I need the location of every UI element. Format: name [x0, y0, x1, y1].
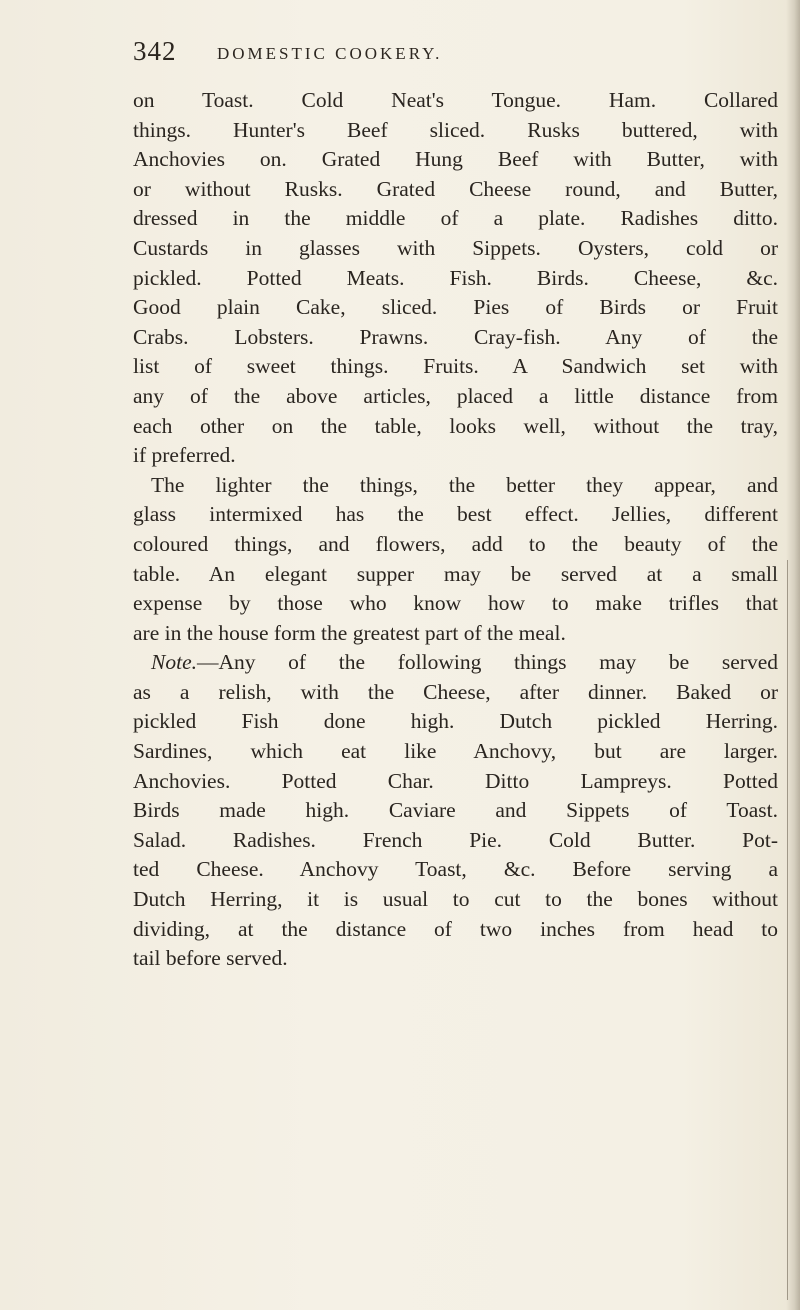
text-line: Sardines, which eat like Anchovy, but are larger.	[133, 739, 778, 764]
body-text	[133, 86, 778, 974]
text-line: The lighter the things, the better they appear, and	[151, 472, 778, 497]
text-line: or without Rusks. Grated Cheese round, and Butter,	[133, 176, 778, 201]
text-line: expense by those who know how to make trifles that	[133, 591, 778, 616]
text-line: Dutch Herring, it is usual to cut to the bones without	[133, 887, 778, 912]
text-line: things. Hunter's Beef sliced. Rusks buttered, with	[133, 117, 778, 142]
text-line: as a relish, with the Cheese, after dinner. Baked or	[133, 679, 778, 704]
text-line: each other on the table, looks well, without the tray,	[133, 413, 778, 438]
text-line: table. An elegant supper may be served at a small	[133, 561, 778, 586]
text-line: Anchovies on. Grated Hung Beef with Butter, with	[133, 147, 778, 172]
note-label: Note.	[151, 650, 197, 675]
text-line: are in the house form the greatest part of the meal.	[133, 620, 566, 645]
text-line: coloured things, and flowers, add to the beauty of the	[133, 531, 778, 556]
text-line: Crabs. Lobsters. Prawns. Cray-fish. Any of the	[133, 324, 778, 349]
page-edge-line	[787, 560, 788, 1300]
text-line: Anchovies. Potted Char. Ditto Lampreys. Potted	[133, 768, 778, 793]
page-number: 342	[133, 36, 177, 66]
text-line: glass intermixed has the best effect. Jellies, different	[133, 502, 778, 527]
text-line: pickled Fish done high. Dutch pickled Herring.	[133, 709, 778, 734]
text-line: pickled. Potted Meats. Fish. Birds. Cheese, &c.	[133, 265, 778, 290]
text-line: list of sweet things. Fruits. A Sandwich set with	[133, 354, 778, 379]
text-line: Note.—Any of the following things may be served	[151, 650, 778, 675]
text-line: ted Cheese. Anchovy Toast, &c. Before serving a	[133, 857, 778, 882]
text-line: dressed in the middle of a plate. Radishes ditto.	[133, 206, 778, 231]
page-header	[133, 36, 603, 76]
page-edge-shadow	[786, 0, 800, 1310]
text-line: if preferred.	[133, 443, 236, 468]
text-line: Good plain Cake, sliced. Pies of Birds or Fruit	[133, 295, 778, 320]
text-line: any of the above articles, placed a little distance from	[133, 383, 778, 408]
running-title: DOMESTIC COOKERY.	[217, 44, 443, 63]
text-line: tail before served.	[133, 946, 288, 971]
text-line: on Toast. Cold Neat's Tongue. Ham. Collared	[133, 88, 778, 112]
text-line: dividing, at the distance of two inches from head to	[133, 916, 778, 941]
text-line: Salad. Radishes. French Pie. Cold Butter. Pot-	[133, 827, 778, 852]
text-line: Birds made high. Caviare and Sippets of Toast.	[133, 798, 778, 823]
text-line: Custards in glasses with Sippets. Oysters, cold or	[133, 235, 778, 260]
